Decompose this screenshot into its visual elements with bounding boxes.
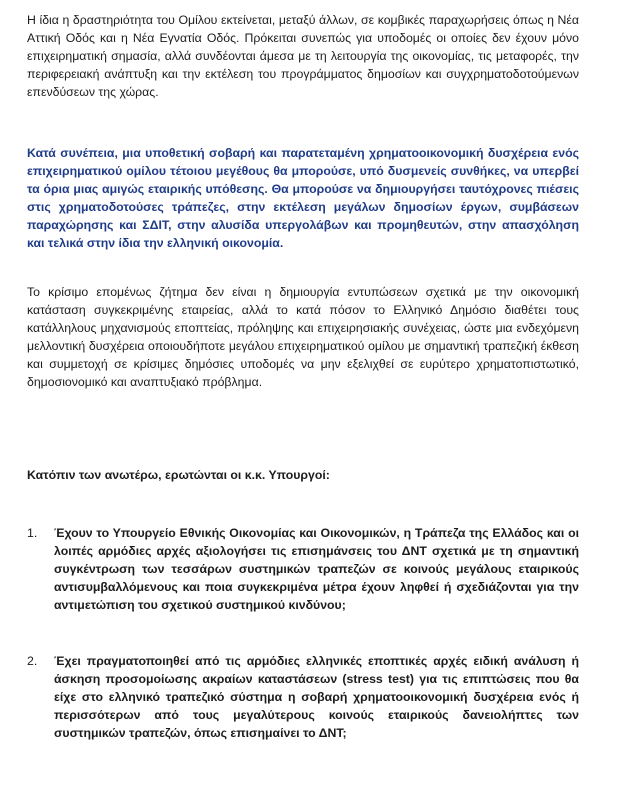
- question-number: 2.: [27, 654, 38, 668]
- questions-heading: Κατόπιν των ανωτέρω, ερωτώνται οι κ.κ. Υπουργοί:: [27, 468, 330, 482]
- question-number: 1.: [27, 526, 38, 540]
- question-text: Έχουν το Υπουργείο Εθνικής Οικονομίας και Οικονομικών, η Τράπεζα της Ελλάδος και οι λοιπές αρμόδιες αρχές αξιολογήσει τις επισημάνσεις του ΔΝΤ σχετικά με τη σημαντική συγκέντρωση των τεσσάρων συστημικών τραπεζών σε κοινούς μεγάλους εταιρικούς αντισυμβαλλόμενους και ποια συγκεκριμένα μέτρα έχουν ληφθεί ή σχεδιάζονται για την αντιμετώπιση του σχετικού συστημικού κινδύνου;: [54, 526, 579, 613]
- paragraph-critical-issue: Το κρίσιμο επομένως ζήτημα δεν είναι η δημιουργία εντυπώσεων σχετικά με την οικονομική κατάσταση συγκεκριμένης εταιρείας, αλλά το κατά πόσον το Ελληνικό Δημόσιο διαθέτει τους κατάλληλους μηχανισμούς εποπτείας, πρόληψης και επιχειρησιακής συνέχειας, ώστε μια ενδεχόμενη μελλοντική δυσχέρεια οποιουδήποτε μεγάλου επιχειρηματικού ομίλου με σημαντική τραπεζική έκθεση και συμμετοχή σε κρίσιμες δημόσιες υποδομές να μην εξελιχθεί σε ευρύτερο χρηματοπιστωτικό, δημοσιονομικό και αναπτυξιακό πρόβλημα.: [27, 285, 579, 390]
- paragraph-emphasis: Κατά συνέπεια, μια υποθετική σοβαρή και παρατεταμένη χρηματοοικονομική δυσχέρεια ενός επιχειρηματικού ομίλου τέτοιου μεγέθους θα μπορούσε, υπό δυσμενείς συνθήκες, να υπερβεί τα όρια μιας αμιγώς εταιρικής υπόθεσης. Θα μπορούσε να δημιουργήσει ταυτόχρονες πιέσεις στις χρηματοδοτούσες τράπεζες, στην εκτέλεση μεγάλων δημοσίων έργων, συμβάσεων παραχώρησης και ΣΔΙΤ, στην αλυσίδα υπεργολάβων και προμηθευτών, στην απασχόληση και τελικά στην ίδια την ελληνική οικονομία.: [27, 146, 579, 251]
- question-text: Έχει πραγματοποιηθεί από τις αρμόδιες ελληνικές εποπτικές αρχές ειδική ανάλυση ή άσκηση προσομοίωσης ακραίων καταστάσεων (stress test) για τις επιπτώσεις που θα είχε στο ελληνικό τραπεζικό σύστημα η σοβαρή χρηματοοικονομική δυσχέρεια ενός ή περισσότερων από τους μεγαλύτερους κοινούς εταιρικούς δανειολήπτες των συστημικών τραπεζών, όπως επισημαίνει το ΔΝΤ;: [54, 654, 579, 741]
- paragraph-infrastructure: Η ίδια η δραστηριότητα του Ομίλου εκτείνεται, μεταξύ άλλων, σε κομβικές παραχωρήσεις όπως η Νέα Αττική Οδός και η Νέα Εγνατία Οδός. Πρόκειται συνεπώς για υποδομές οι οποίες δεν έχουν μόνο επιχειρηματική σημασία, αλλά συνδέονται άμεσα με τη λειτουργία της οικονομίας, τις μεταφορές, την περιφερειακή ανάπτυξη και την εκτέλεση του προγράμματος δημοσίων και συγχρηματοδοτούμενων επενδύσεων της χώρας.: [27, 13, 579, 100]
